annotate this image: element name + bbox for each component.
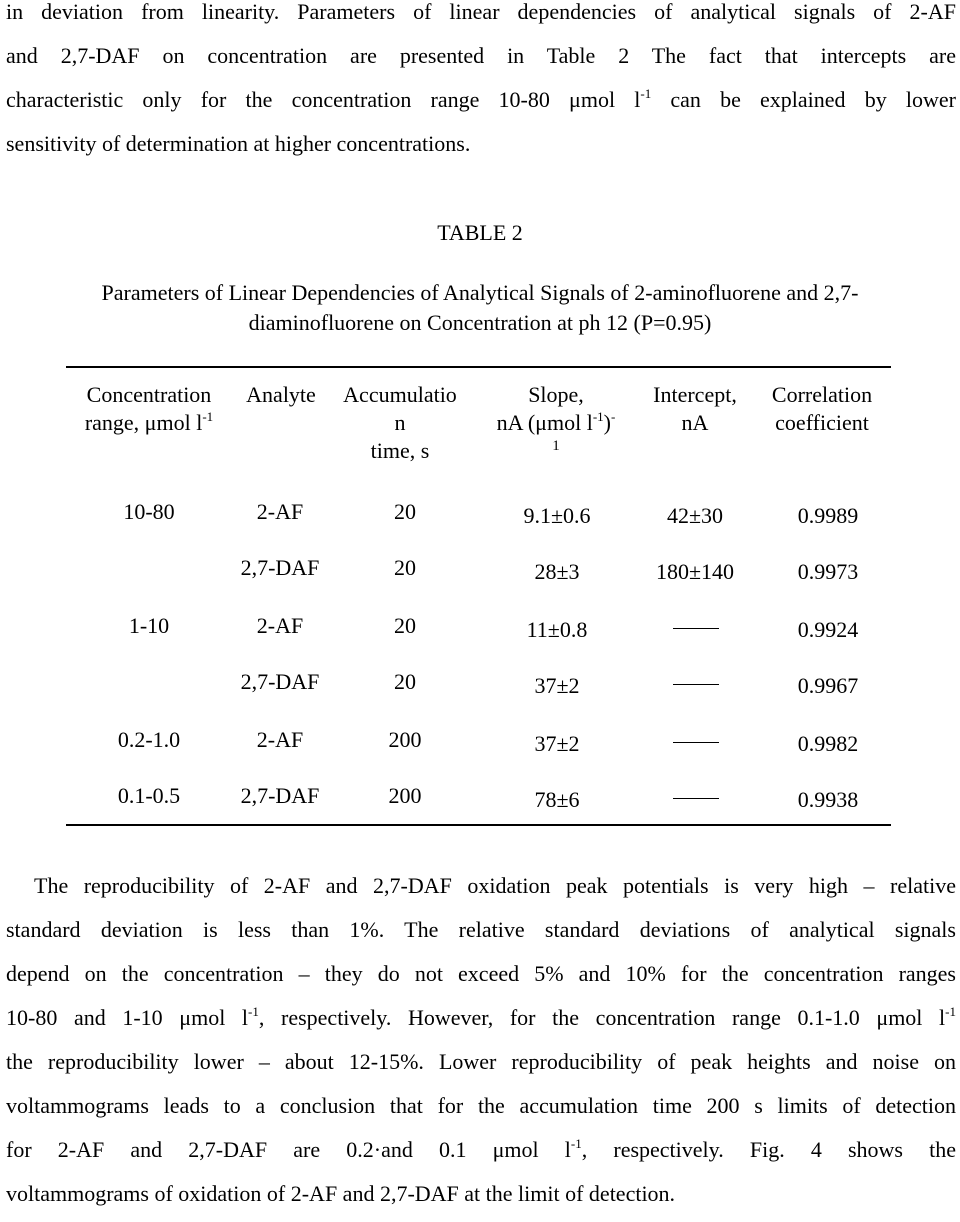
cell-range: 1-10 <box>128 613 170 638</box>
cell-analyte: 2-AF <box>256 613 304 638</box>
cell-slope: 9.1±0.6 <box>523 503 591 528</box>
text-line: 10-80 and 1-10 μmol $l^{-1}$, respectively. However, for the concentration range 0.1-1.0 μmol $l^{-1}$ <box>6 1004 956 1030</box>
intercept-dash <box>673 684 719 685</box>
cell-analyte: 2-AF <box>256 499 304 524</box>
intercept-dash <box>673 742 719 743</box>
header-analyte: Analyte <box>246 382 316 407</box>
text-fragment: characteristic only for the concentration range 10-80 μmol l <box>6 87 641 112</box>
table-bottom-rule <box>66 824 891 826</box>
cell-time: 20 <box>394 555 416 580</box>
text-line: in deviation from linearity. Parameters of linear dependencies of analytical signals of 2-AF <box>6 0 956 24</box>
header-correlation-coefficient: Correlation coefficient <box>771 382 873 435</box>
cell-slope: 78±6 <box>534 787 580 812</box>
intercept-dash <box>673 628 719 629</box>
table-top-rule <box>66 366 891 368</box>
header-accumulation-time: Accumulatio n time, s <box>343 382 457 463</box>
text-line: voltammograms leads to a conclusion that for the accumulation time 200 s limits of detection <box>6 1093 956 1118</box>
text-line: the reproducibility lower – about 12-15%. Lower reproducibility of peak heights and noise on <box>6 1049 956 1074</box>
cell-slope: 28±3 <box>534 559 580 584</box>
cell-slope: 37±2 <box>534 673 580 698</box>
cell-time: 20 <box>394 669 416 694</box>
text-line: for 2-AF and 2,7-DAF are 0.2·and 0.1 μmol $l^{-1}$, respectively. Fig. 4 shows the <box>6 1136 956 1162</box>
cell-time: 20 <box>394 499 416 524</box>
text-line: and 2,7-DAF on concentration are presented in Table 2 The fact that intercepts are <box>6 43 956 68</box>
cell-range: 0.1-0.5 <box>117 783 181 808</box>
text-line: voltammograms of oxidation of 2-AF and 2,7-DAF at the limit of detection. <box>6 1181 676 1206</box>
cell-time: 20 <box>394 613 416 638</box>
text-line: The reproducibility of 2-AF and 2,7-DAF oxidation peak potentials is very high – relative <box>34 873 956 898</box>
cell-correlation: 0.9938 <box>797 787 859 812</box>
header-concentration-range: Concentration range, μmol $l^{-1}$ <box>84 382 214 435</box>
table-caption-line2: diaminofluorene on Concentration at ph 12 (P=0.95) <box>248 310 712 335</box>
cell-analyte: 2,7-DAF <box>240 669 320 694</box>
text-fragment: can be explained by lower <box>651 87 956 112</box>
cell-intercept: 180±140 <box>655 559 735 584</box>
discussion-paragraph <box>6 870 956 1222</box>
text-line: sensitivity of determination at higher concentrations. <box>6 131 471 156</box>
table-label: TABLE 2 <box>437 220 523 245</box>
intro-paragraph <box>6 0 956 172</box>
superscript: -1 <box>640 86 652 101</box>
table-caption-line1: Parameters of Linear Dependencies of Analytical Signals of 2-aminofluorene and 2,7- <box>101 280 859 305</box>
intercept-dash <box>673 798 719 799</box>
cell-correlation: 0.9973 <box>797 559 859 584</box>
cell-range: 10-80 <box>123 499 175 524</box>
cell-slope: 37±2 <box>534 731 580 756</box>
text-line: depend on the concentration – they do not exceed 5% and 10% for the concentration ranges <box>6 961 956 986</box>
cell-analyte: 2,7-DAF <box>240 555 320 580</box>
text-line <box>6 84 956 128</box>
cell-intercept: 42±30 <box>666 503 724 528</box>
header-intercept: Intercept, nA <box>653 382 737 435</box>
cell-correlation: 0.9967 <box>797 673 859 698</box>
cell-analyte: 2-AF <box>256 727 304 752</box>
cell-correlation: 0.9989 <box>797 503 859 528</box>
cell-correlation: 0.9982 <box>797 731 859 756</box>
cell-time: 200 <box>388 727 422 752</box>
header-slope: Slope, nA (μmol $l^{-1})^-$ 1 <box>496 382 616 454</box>
cell-slope: 11±0.8 <box>526 617 588 642</box>
cell-range: 0.2-1.0 <box>117 727 181 752</box>
text-line: standard deviation is less than 1%. The relative standard deviations of analytical signals <box>6 917 956 942</box>
cell-time: 200 <box>388 783 422 808</box>
cell-analyte: 2,7-DAF <box>240 783 320 808</box>
cell-correlation: 0.9924 <box>797 617 859 642</box>
